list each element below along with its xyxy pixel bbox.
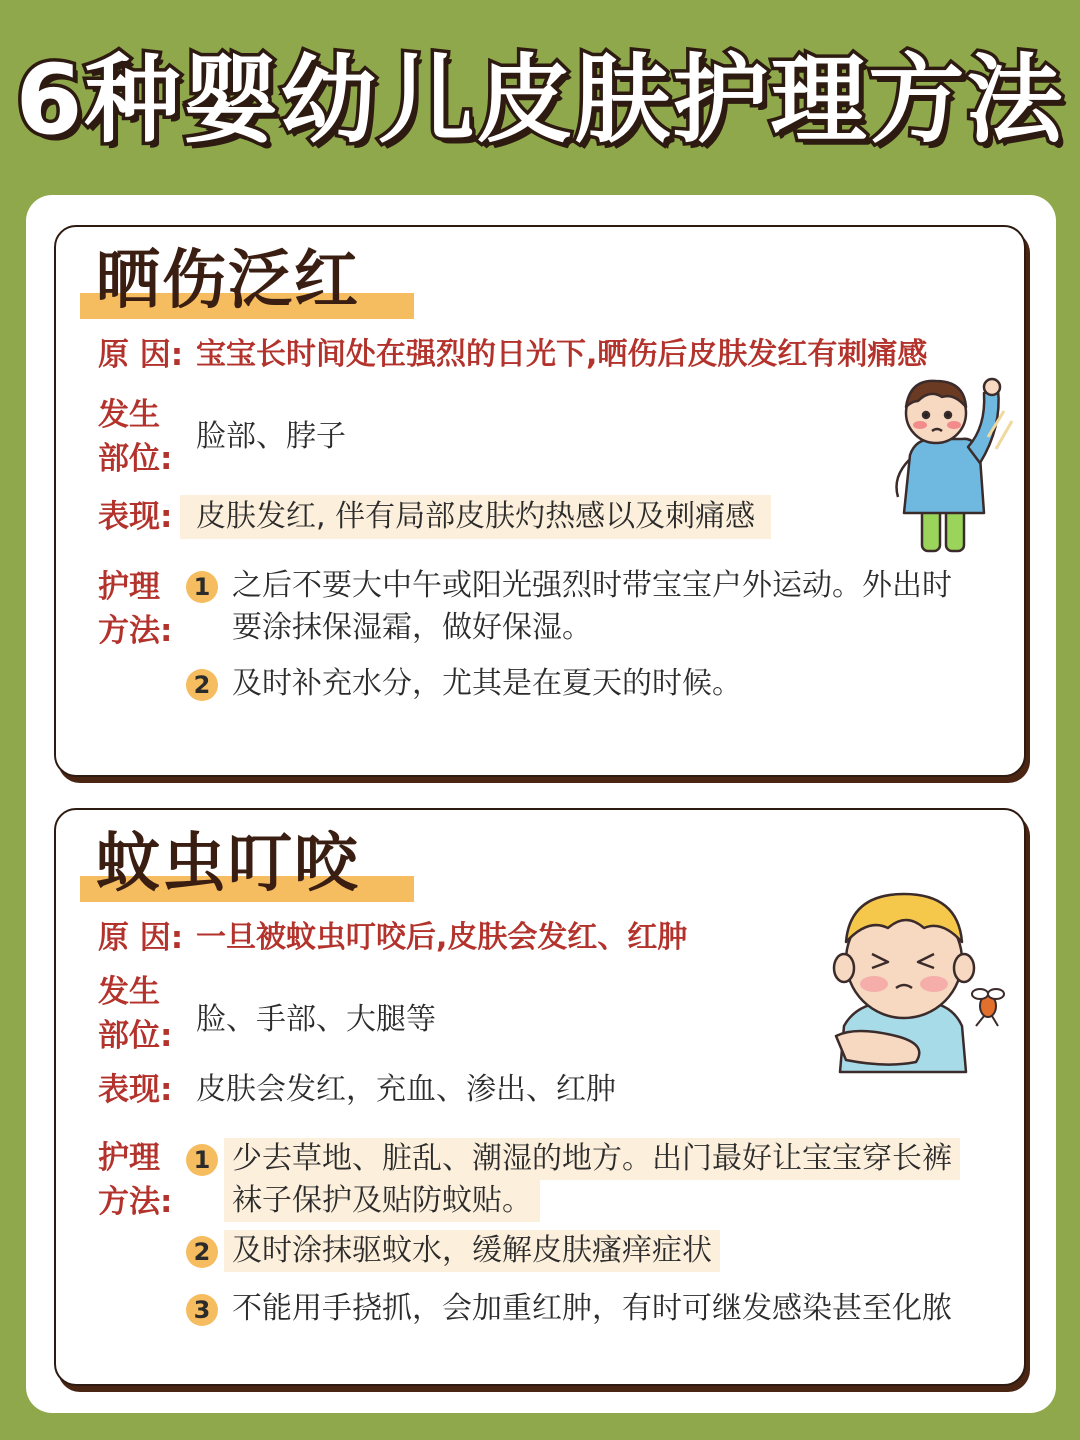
step-text-line2: 要涂抹保湿霜，做好保湿。 (232, 610, 592, 645)
card-title-wrap (80, 239, 414, 319)
step-text-line1: 之后不要大中午或阳光强烈时带宝宝户外运动。外出时 (232, 568, 952, 603)
site-label-line1: 发生 (98, 397, 160, 433)
step-text-line2: 袜子保护及贴防蚊贴。 (224, 1180, 540, 1222)
care-label-line1: 护理 (98, 569, 160, 605)
card-title-wrap (80, 822, 414, 902)
site-label-line2: 部位: (98, 1018, 173, 1054)
cause-label: 原 因: (98, 337, 184, 373)
step-number-badge: 2 (186, 669, 218, 701)
step-text-line1: 及时涂抹驱蚊水，缓解皮肤瘙痒症状 (224, 1230, 720, 1272)
card-title: 蚊虫叮咬 (96, 827, 360, 901)
card-title: 晒伤泛红 (96, 244, 360, 318)
step-number-badge: 1 (186, 571, 218, 603)
step-number-badge: 2 (186, 1236, 218, 1268)
symptom-label: 表现: (98, 499, 173, 535)
site-label-line1: 发生 (98, 974, 160, 1010)
cause-text: 宝宝长时间处在强烈的日光下,晒伤后皮肤发红有刺痛感 (196, 337, 928, 372)
cause-text: 一旦被蚊虫叮咬后,皮肤会发红、红肿 (196, 920, 688, 955)
care-label-line2: 方法: (98, 1184, 173, 1220)
sunburn-child-illustration (876, 367, 1016, 557)
step-text-line1: 少去草地、脏乱、潮湿的地方。出门最好让宝宝穿长裤 (224, 1138, 960, 1180)
insect-bite-child-illustration (816, 876, 1006, 1076)
care-label-line1: 护理 (98, 1140, 160, 1176)
symptom-text: 皮肤会发红，充血、渗出、红肿 (196, 1072, 616, 1107)
page-title: 6种婴幼儿皮肤护理方法 (15, 44, 1065, 156)
step-text-line1: 不能用手挠抓，会加重红肿，有时可继发感染甚至化脓 (232, 1291, 952, 1326)
symptom-text: 皮肤发红, 伴有局部皮肤灼热感以及刺痛感 (180, 495, 771, 539)
site-text: 脸部、脖子 (196, 419, 346, 454)
step-number-badge: 3 (186, 1294, 218, 1326)
care-label-line2: 方法: (98, 613, 173, 649)
card-insect-bite (54, 808, 1026, 1386)
step-number-badge: 1 (186, 1144, 218, 1176)
symptom-label: 表现: (98, 1072, 173, 1108)
card-sunburn (54, 225, 1026, 777)
site-text: 脸、手部、大腿等 (196, 1002, 436, 1037)
cause-label: 原 因: (98, 920, 184, 956)
site-label-line2: 部位: (98, 441, 173, 477)
step-text-line1: 及时补充水分，尤其是在夏天的时候。 (232, 666, 742, 701)
